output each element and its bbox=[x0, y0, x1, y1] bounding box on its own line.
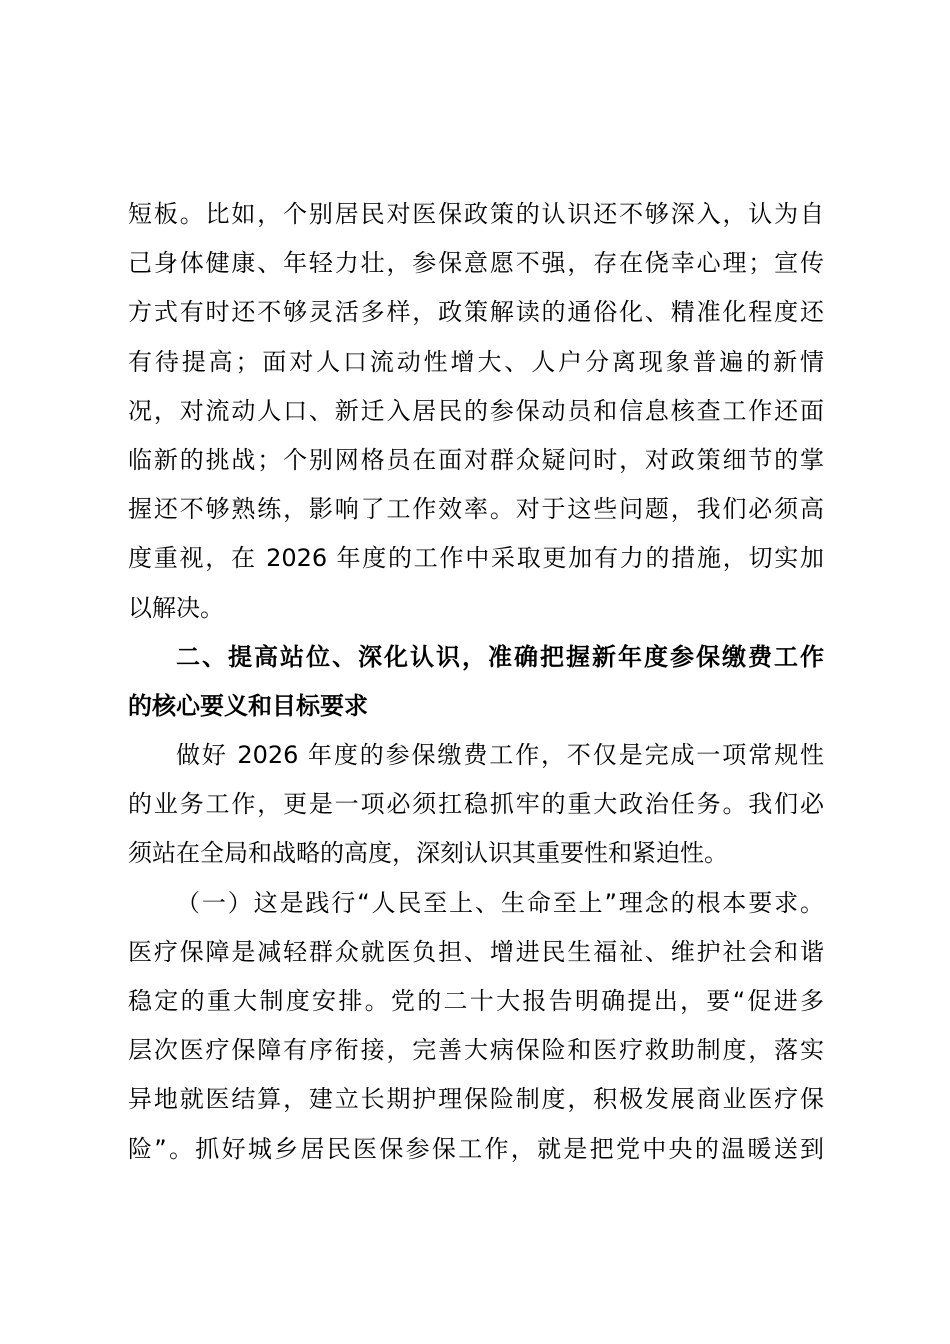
text-line-20: 险”。抓好城乡居民医保参保工作，就是把党中央的温暖送到 bbox=[128, 1134, 824, 1163]
section-heading-line-2: 的核心要义和目标要求 bbox=[128, 691, 368, 720]
section-heading-line-1: 二、提高站位、深化认识，准确把握新年度参保缴费工作 bbox=[176, 642, 824, 671]
text-line-8: 度重视，在 2026 年度的工作中采取更加有力的措施，切实加 bbox=[128, 544, 824, 573]
text-line-16: 医疗保障是减轻群众就医负担、增进民生福祉、维护社会和谐 bbox=[128, 937, 824, 966]
text-line-1: 短板。比如，个别居民对医保政策的认识还不够深入，认为自 bbox=[128, 200, 824, 228]
text-line-14: 须站在全局和战略的高度，深刻认识其重要性和紧迫性。 bbox=[128, 839, 728, 868]
text-line-12: 做好 2026 年度的参保缴费工作，不仅是完成一项常规性 bbox=[176, 741, 824, 770]
text-line-5: 况，对流动人口、新迁入居民的参保动员和信息核查工作还面 bbox=[128, 396, 824, 425]
subsection-line: （一）这是践行“人民至上、生命至上”理念的根本要求。 bbox=[176, 888, 824, 917]
text-line-7: 握还不够熟练，影响了工作效率。对于这些问题，我们必须高 bbox=[128, 495, 824, 524]
body-text bbox=[128, 190, 824, 1174]
text-line-6: 临新的挑战；个别网格员在面对群众疑问时，对政策细节的掌 bbox=[128, 445, 824, 474]
text-line-18: 层次医疗保障有序衔接，完善大病保险和医疗救助制度，落实 bbox=[128, 1036, 824, 1065]
text-line-3: 方式有时还不够灵活多样，政策解读的通俗化、精准化程度还 bbox=[128, 298, 824, 327]
text-line-2: 己身体健康、年轻力壮，参保意愿不强，存在侥幸心理；宣传 bbox=[128, 249, 824, 278]
text-line-19: 异地就医结算，建立长期护理保险制度，积极发展商业医疗保 bbox=[128, 1085, 824, 1114]
text-line-4: 有待提高；面对人口流动性增大、人户分离现象普遍的新情 bbox=[128, 347, 824, 376]
text-line-9: 以解决。 bbox=[128, 593, 224, 622]
text-line-13: 的业务工作，更是一项必须扛稳抓牢的重大政治任务。我们必 bbox=[128, 790, 824, 819]
text-line-17: 稳定的重大制度安排。党的二十大报告明确提出，要“促进多 bbox=[128, 987, 824, 1015]
